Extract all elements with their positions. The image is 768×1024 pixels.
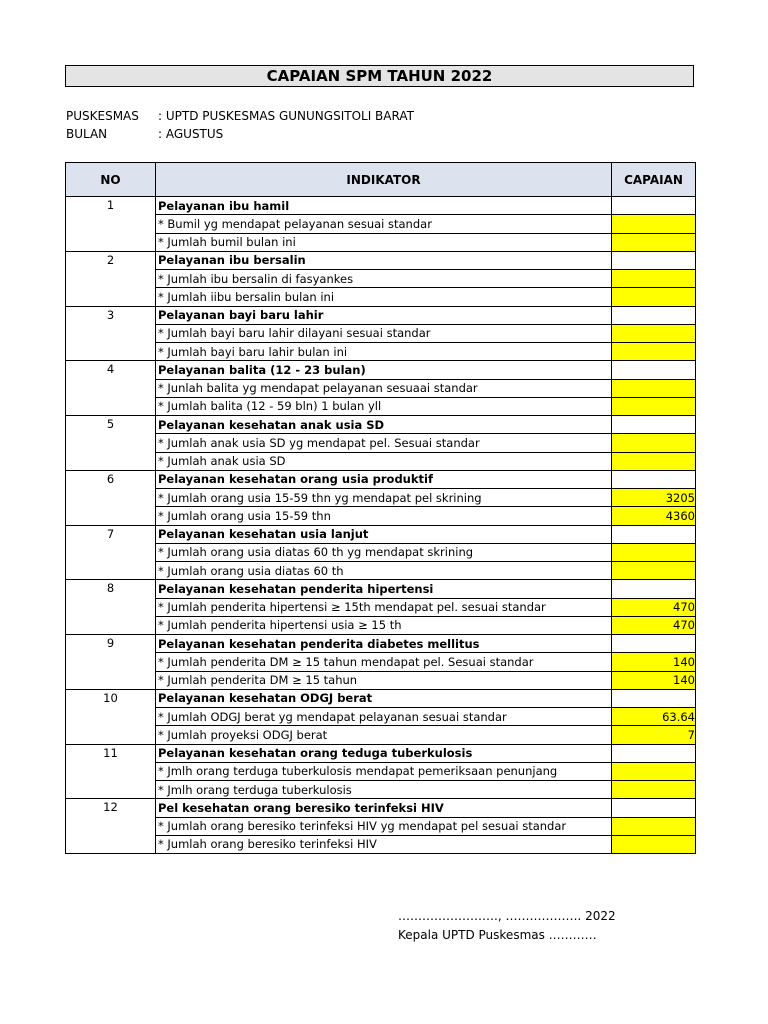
table-row <box>66 762 696 780</box>
table-row <box>66 306 696 324</box>
capaian-value <box>612 343 696 361</box>
capaian-value: 3205 <box>612 489 696 507</box>
table-row <box>66 215 696 233</box>
capaian-value <box>612 817 696 835</box>
capaian-value <box>612 562 696 580</box>
indicator-heading: Pelayanan bayi baru lahir <box>156 306 612 324</box>
capaian-cell <box>612 635 696 653</box>
row-number: 3 <box>66 306 156 361</box>
capaian-value <box>612 452 696 470</box>
table-row <box>66 543 696 561</box>
table-row <box>66 580 696 598</box>
indicator-item: * Jumlah orang usia diatas 60 th <box>156 562 612 580</box>
indicator-item: * Jumlah orang beresiko terinfeksi HIV yg mendapat pel sesuai standar <box>156 817 612 835</box>
table-row <box>66 744 696 762</box>
table-row <box>66 635 696 653</box>
row-number: 1 <box>66 197 156 252</box>
document-title: CAPAIAN SPM TAHUN 2022 <box>65 65 694 87</box>
indicator-item: * Jumlah penderita hipertensi usia ≥ 15 th <box>156 616 612 634</box>
header-no: NO <box>66 163 156 197</box>
capaian-cell <box>612 689 696 707</box>
indicator-item: * Jumlah bumil bulan ini <box>156 233 612 251</box>
capaian-value: 63.64 <box>612 708 696 726</box>
capaian-value: 470 <box>612 598 696 616</box>
indicator-item: * Jmlh orang terduga tuberkulosis mendapat pemeriksaan penunjang <box>156 762 612 780</box>
meta-label: BULAN <box>66 127 108 141</box>
table-row <box>66 835 696 853</box>
capaian-value <box>612 288 696 306</box>
capaian-value <box>612 434 696 452</box>
indicator-heading: Pelayanan kesehatan anak usia SD <box>156 416 612 434</box>
table-row <box>66 671 696 689</box>
indicator-item: * Jumlah orang usia diatas 60 th yg mendapat skrining <box>156 543 612 561</box>
table-body <box>66 197 696 854</box>
row-number: 4 <box>66 361 156 416</box>
capaian-value <box>612 270 696 288</box>
indicator-heading: Pelayanan kesehatan usia lanjut <box>156 525 612 543</box>
capaian-value <box>612 835 696 853</box>
signature-date-line: ……………………., ………………. 2022 <box>398 909 616 923</box>
row-number: 6 <box>66 470 156 525</box>
indicator-item: * Jumlah balita (12 - 59 bln) 1 bulan yll <box>156 397 612 415</box>
capaian-cell <box>612 306 696 324</box>
indicator-item: * Jmlh orang terduga tuberkulosis <box>156 781 612 799</box>
table-header-row <box>66 163 696 197</box>
indicator-heading: Pelayanan kesehatan penderita diabetes mellitus <box>156 635 612 653</box>
indicator-heading: Pelayanan kesehatan orang usia produktif <box>156 470 612 488</box>
indicator-item: * Bumil yg mendapat pelayanan sesuai standar <box>156 215 612 233</box>
table-row <box>66 251 696 269</box>
capaian-value: 7 <box>612 726 696 744</box>
row-number: 12 <box>66 799 156 854</box>
table-row <box>66 616 696 634</box>
table-row <box>66 562 696 580</box>
meta-value: : AGUSTUS <box>158 127 224 141</box>
table-row <box>66 708 696 726</box>
capaian-value <box>612 324 696 342</box>
row-number: 9 <box>66 635 156 690</box>
capaian-value <box>612 233 696 251</box>
capaian-value: 140 <box>612 671 696 689</box>
indicator-item: * Jumlah bayi baru lahir bulan ini <box>156 343 612 361</box>
table-row <box>66 270 696 288</box>
table-row <box>66 361 696 379</box>
table-row <box>66 799 696 817</box>
indicator-heading: Pelayanan balita (12 - 23 bulan) <box>156 361 612 379</box>
indicator-item: * Jumlah ODGJ berat yg mendapat pelayanan sesuai standar <box>156 708 612 726</box>
meta-value: : UPTD PUSKESMAS GUNUNGSITOLI BARAT <box>158 109 414 123</box>
indicator-heading: Pelayanan ibu bersalin <box>156 251 612 269</box>
indicator-item: * Jumlah orang usia 15-59 thn <box>156 507 612 525</box>
row-number: 10 <box>66 689 156 744</box>
capaian-cell <box>612 744 696 762</box>
row-number: 11 <box>66 744 156 799</box>
indicator-item: * Jumlah penderita hipertensi ≥ 15th mendapat pel. sesuai standar <box>156 598 612 616</box>
table-row <box>66 397 696 415</box>
capaian-value <box>612 762 696 780</box>
capaian-value <box>612 543 696 561</box>
capaian-cell <box>612 361 696 379</box>
table-row <box>66 452 696 470</box>
indicator-item: * Jumlah anak usia SD yg mendapat pel. Sesuai standar <box>156 434 612 452</box>
indicator-item: * Jumlah bayi baru lahir dilayani sesuai standar <box>156 324 612 342</box>
table-row <box>66 434 696 452</box>
table-row <box>66 416 696 434</box>
table-row <box>66 197 696 215</box>
indicator-heading: Pelayanan ibu hamil <box>156 197 612 215</box>
indicator-item: * Jumlah penderita DM ≥ 15 tahun <box>156 671 612 689</box>
capaian-cell <box>612 416 696 434</box>
capaian-value <box>612 215 696 233</box>
indicator-heading: Pelayanan kesehatan penderita hipertensi <box>156 580 612 598</box>
capaian-cell <box>612 197 696 215</box>
table-row <box>66 324 696 342</box>
table-row <box>66 233 696 251</box>
indicator-item: * Jumlah anak usia SD <box>156 452 612 470</box>
header-indikator: INDIKATOR <box>156 163 612 197</box>
indicator-heading: Pelayanan kesehatan orang teduga tuberkulosis <box>156 744 612 762</box>
table-row <box>66 817 696 835</box>
table-row <box>66 598 696 616</box>
row-number: 2 <box>66 251 156 306</box>
table-row <box>66 726 696 744</box>
header-capaian: CAPAIAN <box>612 163 696 197</box>
capaian-value <box>612 781 696 799</box>
row-number: 5 <box>66 416 156 471</box>
indicator-heading: Pelayanan kesehatan ODGJ berat <box>156 689 612 707</box>
capaian-value <box>612 397 696 415</box>
capaian-cell <box>612 799 696 817</box>
indicator-item: * Jumlah iibu bersalin bulan ini <box>156 288 612 306</box>
capaian-cell <box>612 251 696 269</box>
capaian-value: 4360 <box>612 507 696 525</box>
table-row <box>66 379 696 397</box>
table-row <box>66 689 696 707</box>
capaian-value: 470 <box>612 616 696 634</box>
indicator-item: * Jumlah orang beresiko terinfeksi HIV <box>156 835 612 853</box>
table-row <box>66 489 696 507</box>
meta-label: PUSKESMAS <box>66 109 139 123</box>
table-row <box>66 653 696 671</box>
signature-title-line: Kepala UPTD Puskesmas ………… <box>398 928 597 942</box>
row-number: 7 <box>66 525 156 580</box>
table-row <box>66 507 696 525</box>
indicator-item: * Junlah balita yg mendapat pelayanan sesuaai standar <box>156 379 612 397</box>
table-row <box>66 525 696 543</box>
table-row <box>66 781 696 799</box>
indicator-item: * Jumlah proyeksi ODGJ berat <box>156 726 612 744</box>
indicator-heading: Pel kesehatan orang beresiko terinfeksi HIV <box>156 799 612 817</box>
table-row <box>66 470 696 488</box>
row-number: 8 <box>66 580 156 635</box>
capaian-cell <box>612 525 696 543</box>
indicator-item: * Jumlah ibu bersalin di fasyankes <box>156 270 612 288</box>
capaian-value <box>612 379 696 397</box>
capaian-cell <box>612 470 696 488</box>
table-row <box>66 343 696 361</box>
capaian-cell <box>612 580 696 598</box>
indicator-item: * Jumlah orang usia 15-59 thn yg mendapat pel skrining <box>156 489 612 507</box>
table-row <box>66 288 696 306</box>
meta-bulan <box>66 127 223 141</box>
capaian-value: 140 <box>612 653 696 671</box>
indicator-item: * Jumlah penderita DM ≥ 15 tahun mendapat pel. Sesuai standar <box>156 653 612 671</box>
spm-table <box>65 162 696 854</box>
meta-puskesmas <box>66 109 414 123</box>
